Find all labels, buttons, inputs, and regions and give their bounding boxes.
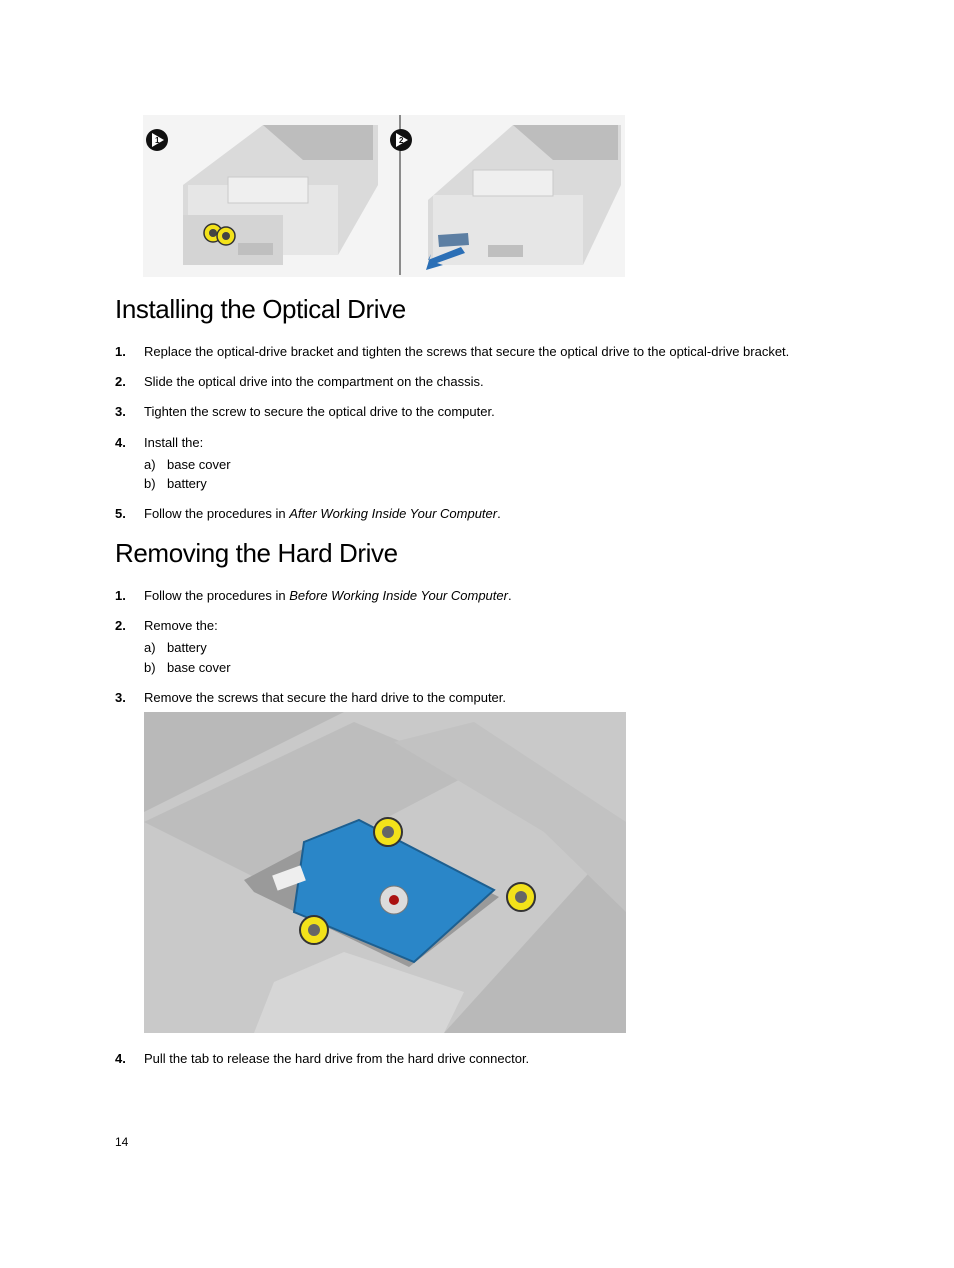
hard-drive-illustration [144,712,626,1033]
step-text: Remove the screws that secure the hard drive to the computer. [144,690,507,705]
step-text [144,588,512,603]
sub-item-text: base cover [167,457,231,472]
cross-reference-link[interactable]: After Working Inside Your Computer [289,506,498,521]
sub-item-letter: a) [144,640,156,655]
step-text-suffix: . [507,588,512,603]
cross-reference-link[interactable]: Before Working Inside Your Computer [289,588,508,603]
step-number: 4. [115,435,126,450]
section-title-removing-hard-drive: Removing the Hard Drive [115,538,398,568]
screw-icon [300,916,328,944]
sub-item-text: battery [167,640,207,655]
page-number: 14 [115,1135,129,1149]
screw-icon [374,818,402,846]
step-text: Pull the tab to release the hard drive from the hard drive connector. [144,1051,530,1066]
optical-drive-illustration [143,115,625,277]
sub-item-letter: a) [144,457,156,472]
section-title-installing-optical-drive: Installing the Optical Drive [115,294,406,324]
step-number: 2. [115,374,126,389]
step-text: Replace the optical-drive bracket and tighten the screws that secure the optical drive to the optical-drive bracket. [144,344,790,359]
step-number: 3. [115,690,126,705]
svg-text:2: 2 [399,136,404,145]
step-text [144,506,501,521]
step-text: Tighten the screw to secure the optical drive to the computer. [144,404,495,419]
step-number: 3. [115,404,126,419]
sub-item-letter: b) [144,660,156,675]
step-number: 1. [115,344,126,359]
sub-item-letter: b) [144,476,156,491]
sub-item-text: base cover [167,660,231,675]
screw-icon [507,883,535,911]
step-text: Remove the: [144,618,218,633]
hard-drive-figure [144,712,626,1033]
step-text: Slide the optical drive into the compartment on the chassis. [144,374,484,389]
step-number: 5. [115,506,126,521]
step-text-suffix: . [497,506,501,521]
step-text-prefix: Follow the procedures in [144,506,290,521]
sub-item-text: battery [167,476,207,491]
step-number: 4. [115,1051,126,1066]
step-text-prefix: Follow the procedures in [144,588,290,603]
step-text: Install the: [144,435,204,450]
step-number: 2. [115,618,126,633]
optical-drive-figure [143,115,625,277]
callout-1-icon [146,129,168,151]
callout-2-icon [390,129,412,151]
step-number: 1. [115,588,126,603]
svg-text:1: 1 [155,136,160,145]
